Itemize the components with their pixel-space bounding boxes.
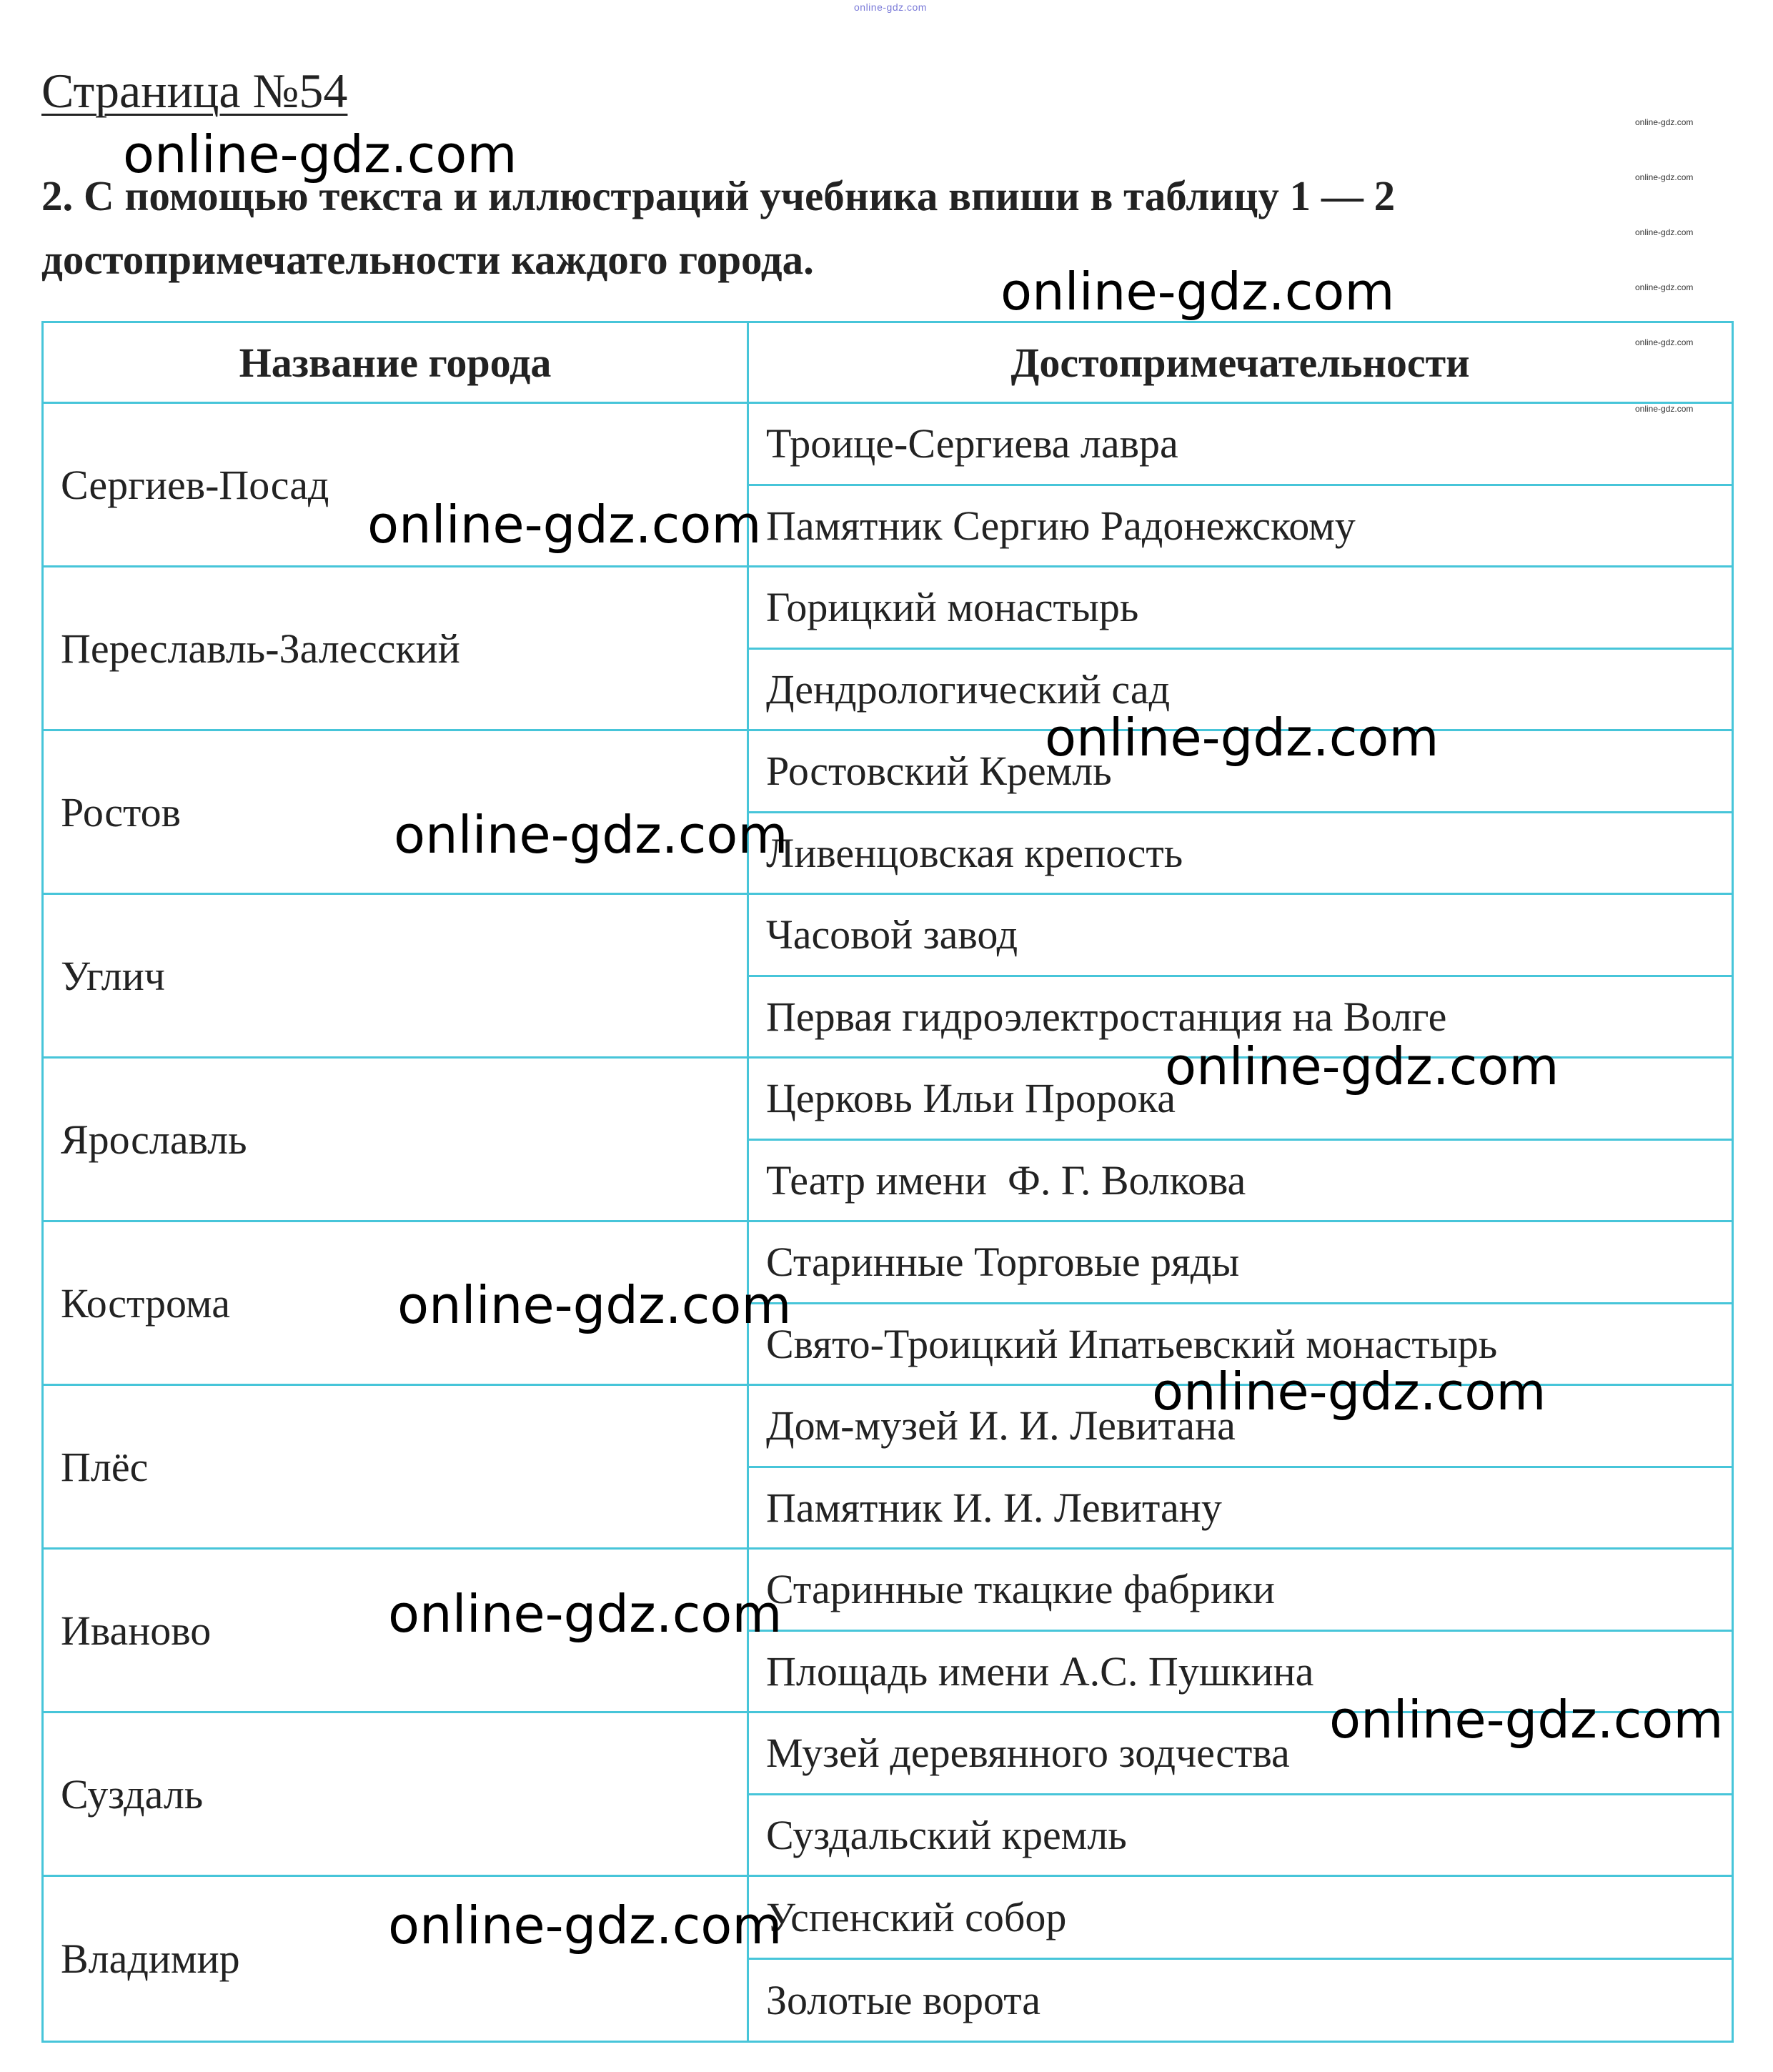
sight-item: Памятник И. И. Левитану: [749, 1466, 1732, 1548]
table-row: [44, 404, 1732, 567]
sight-item: Первая гидроэлектростанция на Волге: [749, 975, 1732, 1057]
watermark: online-gdz.com: [1329, 1690, 1724, 1750]
sight-item: Памятник Сергию Радонежскому: [749, 484, 1732, 566]
watermark: online-gdz.com: [1152, 1362, 1546, 1422]
sight-item: Старинные ткацкие фабрики: [766, 1566, 1276, 1613]
city-cell: Переславль-Залесский: [44, 567, 749, 729]
header-city: Название города: [44, 323, 749, 402]
landmarks-table: [41, 321, 1734, 2043]
sight-item: Музей деревянного зодчества: [766, 1730, 1290, 1777]
watermark: online-gdz.com: [394, 805, 788, 865]
sight-item: Свято-Троицкий Ипатьевский монастырь: [749, 1302, 1732, 1384]
page-title: Страница №54: [41, 64, 348, 118]
watermark: online-gdz.com: [388, 1895, 783, 1955]
sight-item: Троице-Сергиева лавра: [766, 420, 1178, 467]
city-cell: Ростов: [44, 731, 749, 893]
sight-item: Золотые ворота: [749, 1958, 1732, 2041]
top-watermark: online-gdz.com: [854, 1, 927, 13]
watermark: online-gdz.com: [1045, 708, 1439, 768]
sight-item: Дом-музей И. И. Левитана: [766, 1402, 1236, 1449]
table-row: [44, 1877, 1732, 2041]
city-cell: Суздаль: [44, 1713, 749, 1875]
city-cell: Кострома: [44, 1222, 749, 1384]
sights-cell: [749, 895, 1732, 1056]
small-watermark: online-gdz.com: [1635, 227, 1694, 237]
small-watermark: online-gdz.com: [1635, 172, 1694, 182]
city-cell: Иваново: [44, 1550, 749, 1711]
small-watermark: online-gdz.com: [1635, 404, 1694, 414]
city-cell: Углич: [44, 895, 749, 1056]
watermark: online-gdz.com: [367, 495, 762, 555]
sights-cell: [749, 1550, 1732, 1711]
city-cell: Владимир: [44, 1877, 749, 2041]
sight-item: Успенский собор: [766, 1894, 1067, 1940]
sight-item: Дендрологический сад: [749, 648, 1732, 730]
sight-item: Церковь Ильи Пророка: [766, 1075, 1176, 1122]
table-row: [44, 567, 1732, 731]
small-watermark: online-gdz.com: [1635, 337, 1694, 347]
city-cell: Плёс: [44, 1386, 749, 1547]
sight-item: Площадь имени А.С. Пушкина: [749, 1630, 1732, 1712]
task-text: 2. С помощью текста и иллюстраций учебника впиши в таблицу 1 — 2 достопримечательности каждого города.: [41, 172, 1396, 283]
small-watermark: online-gdz.com: [1635, 282, 1694, 292]
sight-item: Театр имени Ф. Г. Волкова: [749, 1139, 1732, 1221]
header-sights: Достопримечательности: [1010, 339, 1470, 386]
sight-item: Часовой завод: [766, 911, 1018, 958]
watermark: online-gdz.com: [1000, 262, 1395, 322]
city-cell: Ярославль: [44, 1059, 749, 1220]
table-row: [44, 731, 1732, 895]
watermark: online-gdz.com: [1165, 1036, 1559, 1096]
city-cell: Сергиев-Посад: [44, 404, 749, 565]
sight-item: Горицкий монастырь: [766, 584, 1139, 631]
table-row: [44, 895, 1732, 1059]
sight-item: Старинные Торговые ряды: [766, 1239, 1240, 1286]
small-watermark: online-gdz.com: [1635, 117, 1694, 127]
sight-item: Ливенцовская крепость: [749, 811, 1732, 893]
sights-cell: [749, 1877, 1732, 2041]
sights-cell: [749, 1222, 1732, 1384]
watermark: online-gdz.com: [388, 1584, 783, 1644]
watermark: online-gdz.com: [397, 1275, 792, 1335]
watermark: online-gdz.com: [123, 124, 517, 184]
sight-item: Суздальский кремль: [749, 1793, 1732, 1875]
table-header: [44, 323, 1732, 404]
table-row: [44, 1550, 1732, 1713]
sights-cell: [749, 404, 1732, 565]
sight-item: Ростовский Кремль: [766, 748, 1112, 795]
sights-cell: [749, 567, 1732, 729]
